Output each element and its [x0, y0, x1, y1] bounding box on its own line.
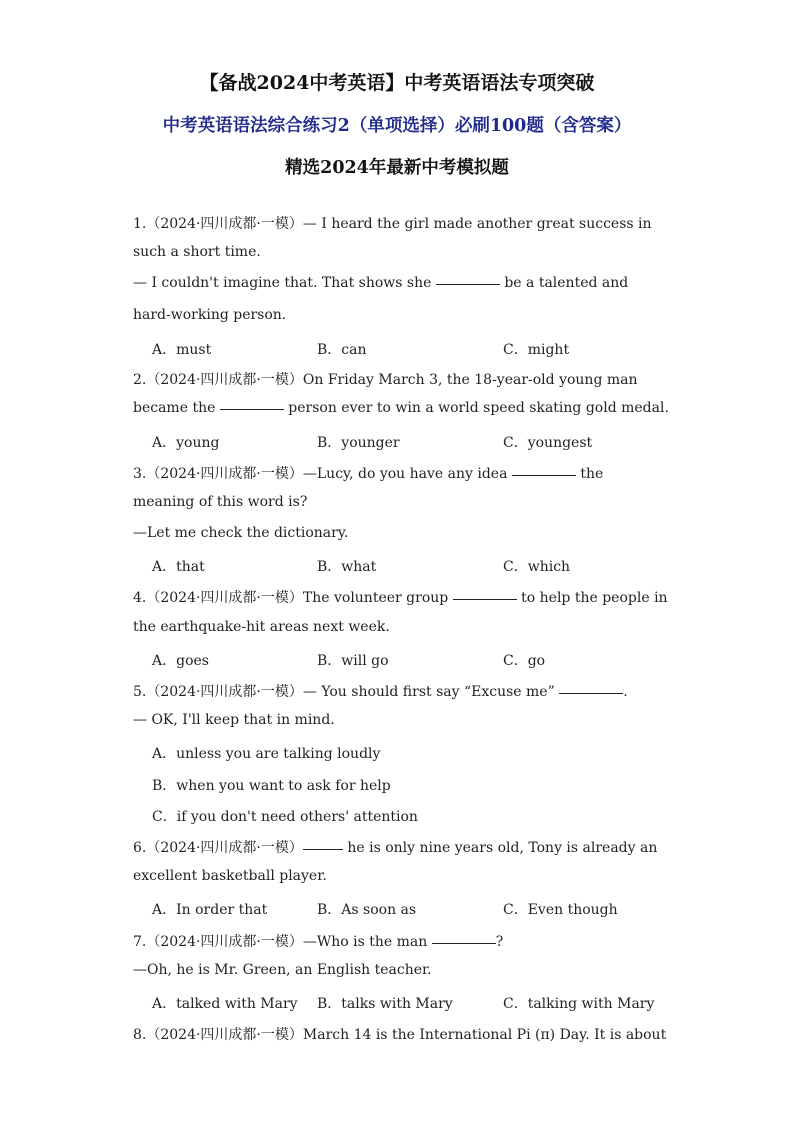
question-text: the earthquake-hit areas next week.: [133, 619, 390, 635]
answer-blank: [303, 848, 343, 850]
question-text: such a short time.: [133, 244, 261, 260]
option-c: C．youngest: [503, 435, 593, 451]
option-a: A．unless you are talking loudly: [152, 746, 381, 762]
question-text: 5.（2024·四川成都·一模）— You should first say “Excuse me” .: [133, 684, 628, 700]
question-text: excellent basketball player.: [133, 868, 327, 884]
question-text: —Let me check the dictionary.: [133, 525, 349, 541]
question-text: 7.（2024·四川成都·一模）—Who is the man ?: [133, 934, 504, 950]
answer-blank: [432, 942, 496, 944]
option-c: C．talking with Mary: [503, 996, 655, 1012]
option-c: C．might: [503, 342, 570, 358]
option-c: C．if you don't need others' attention: [152, 809, 418, 825]
question-text: 2.（2024·四川成都·一模）On Friday March 3, the 18-year-old young man: [133, 372, 638, 388]
question-text: hard-working person.: [133, 307, 287, 323]
answer-blank: [512, 474, 576, 476]
option-b: B．will go: [317, 653, 389, 669]
option-b: B．can: [317, 342, 367, 358]
option-a: A．goes: [152, 653, 209, 669]
question-text: 4.（2024·四川成都·一模）The volunteer group to help the people in: [133, 590, 668, 606]
option-c: C．Even though: [503, 902, 618, 918]
answer-blank: [436, 283, 500, 285]
option-b: B．talks with Mary: [317, 996, 453, 1012]
option-a: A．that: [152, 559, 205, 575]
option-b: B．when you want to ask for help: [152, 778, 391, 794]
option-b: B．As soon as: [317, 902, 417, 918]
answer-blank: [559, 692, 623, 694]
option-b: B．younger: [317, 435, 400, 451]
question-text: 6.（2024·四川成都·一模） he is only nine years old, Tony is already an: [133, 840, 658, 856]
option-a: A．must: [152, 342, 212, 358]
question-text: meaning of this word is?: [133, 494, 308, 510]
question-text: — I couldn't imagine that. That shows she be a talented and: [133, 275, 629, 291]
page-title: 【备战2024中考英语】中考英语语法专项突破: [199, 72, 595, 94]
question-text: — OK, I'll keep that in mind.: [133, 712, 335, 728]
answer-blank: [220, 408, 284, 410]
question-text: 8.（2024·四川成都·一模）March 14 is the International Pi (π) Day. It is about: [133, 1027, 667, 1043]
option-a: A．In order that: [152, 902, 268, 918]
answer-blank: [453, 598, 517, 600]
option-c: C．go: [503, 653, 546, 669]
option-a: A．young: [152, 435, 220, 451]
question-text: 1.（2024·四川成都·一模）— I heard the girl made another great success in: [133, 216, 652, 232]
question-text: —Oh, he is Mr. Green, an English teacher.: [133, 962, 432, 978]
page-subtitle-2: 精选2024年最新中考模拟题: [285, 158, 509, 178]
option-c: C．which: [503, 559, 571, 575]
question-text: became the person ever to win a world speed skating gold medal.: [133, 400, 669, 416]
page-subtitle: 中考英语语法综合练习2（单项选择）必刷100题（含答案）: [162, 116, 632, 136]
option-b: B．what: [317, 559, 377, 575]
option-a: A．talked with Mary: [152, 996, 298, 1012]
question-text: 3.（2024·四川成都·一模）—Lucy, do you have any idea the: [133, 466, 604, 482]
